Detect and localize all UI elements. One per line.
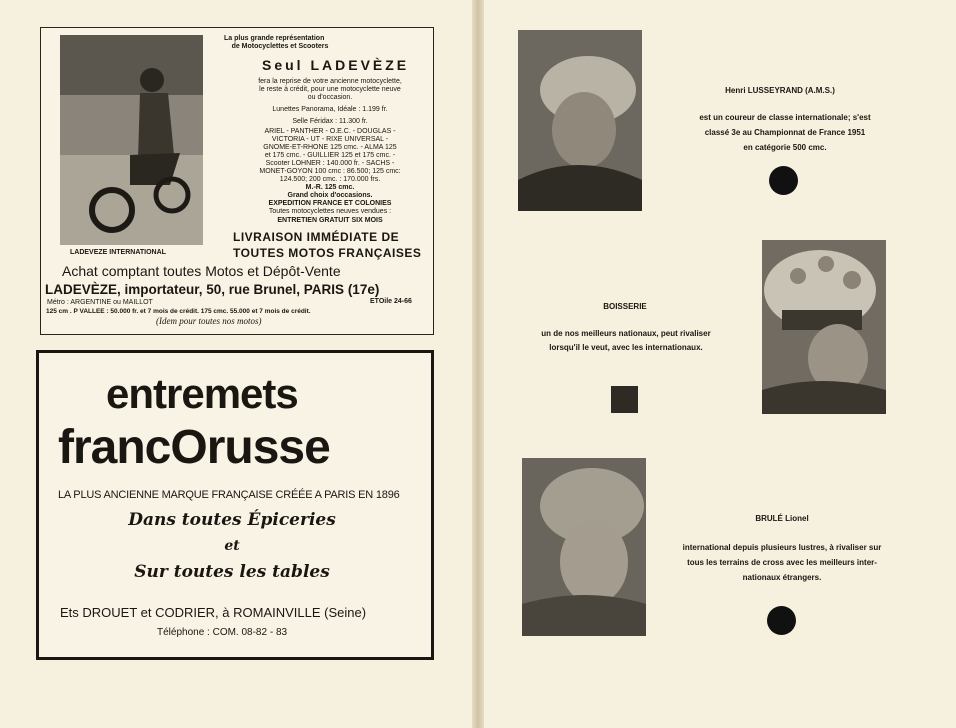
brands-line-7: 124.500; 200 cmc. : 170.000 frs. bbox=[279, 176, 381, 183]
brands-line-4: et 175 cmc. - GUILLIER 125 et 175 cmc. - bbox=[264, 152, 396, 159]
brands-line-6: MONET-GOYON 100 cmc : 86.500; 125 cmc: bbox=[259, 168, 401, 175]
idem-line: (Idem pour toutes nos motos) bbox=[156, 316, 262, 326]
expedition: EXPEDITION FRANCE ET COLONIES bbox=[268, 200, 392, 207]
entremets-tagline: LA PLUS ANCIENNE MARQUE FRANÇAISE CRÉÉE A PARIS EN 1896 bbox=[58, 489, 400, 501]
rider-desc-brule-2: tous les terrains de cross avec les meilleurs inter- bbox=[687, 558, 877, 567]
bullet-dot bbox=[769, 166, 798, 195]
grand-choix: Grand choix d'occasions. bbox=[287, 192, 373, 199]
reprise-line-3: ou d'occasion. bbox=[307, 94, 353, 101]
achat-line: Achat comptant toutes Motos et Dépôt-Vente bbox=[62, 263, 341, 279]
importateur-line: LADEVÈZE, importateur, 50, rue Brunel, PARIS (17e) bbox=[45, 282, 380, 297]
toutes-motos-line: TOUTES MOTOS FRANÇAISES bbox=[233, 246, 422, 260]
francorusse-title: francOrusse bbox=[58, 421, 330, 474]
page-gutter bbox=[472, 0, 484, 728]
rider-desc-brule-1: international depuis plusieurs lustres, à rivaliser sur bbox=[682, 543, 882, 552]
livraison-line: LIVRAISON IMMÉDIATE DE bbox=[233, 230, 400, 244]
brands-line-1: ARIEL - PANTHER - O.E.C. - DOUGLAS - bbox=[264, 128, 396, 135]
photo-caption: LADEVEZE INTERNATIONAL bbox=[70, 249, 166, 256]
entremets-script-2: et bbox=[224, 538, 240, 554]
bullet-square bbox=[611, 386, 638, 413]
brands-line-3: GNOME-ET-RHONE 125 cmc. - ALMA 125 bbox=[263, 144, 397, 151]
rider-desc-lusseyrand-3: en catégorie 500 cmc. bbox=[743, 143, 827, 152]
rider-name-brule: BRULÉ Lionel bbox=[755, 514, 809, 523]
motorcycle-rider-photo bbox=[60, 35, 203, 245]
rider-desc-lusseyrand-2: classé 3e au Championnat de France 1951 bbox=[704, 128, 866, 137]
rider-desc-lusseyrand-1: est un coureur de classe internationale; s'est bbox=[699, 113, 871, 122]
entremets-script-3: Sur toutes les tables bbox=[134, 562, 330, 582]
rider-name-lusseyrand: Henri LUSSEYRAND (A.M.S.) bbox=[725, 86, 835, 95]
metro-line: Métro : ARGENTINE ou MAILLOT bbox=[47, 299, 153, 306]
rider-desc-boisserie-2: lorsqu'il le veut, avec les internationaux. bbox=[549, 343, 703, 352]
entremets-script-1: Dans toutes Épiceries bbox=[128, 510, 336, 530]
seul-ladeveze: Seul LADEVÈZE bbox=[262, 57, 410, 73]
bullet-dot bbox=[767, 606, 796, 635]
brands-line-5: Scooter LOHNER : 140.000 fr. - SACHS - bbox=[265, 160, 395, 167]
reprise-line-1: fera la reprise de votre ancienne motocyclette, bbox=[258, 78, 402, 85]
brands-line-2: VICTORIA - UT - RIXE UNIVERSAL - bbox=[271, 136, 389, 143]
rider-desc-boisserie-1: un de nos meilleurs nationaux, peut rivaliser bbox=[541, 329, 711, 338]
ad-header-line-2: de Motocyclettes et Scooters bbox=[231, 43, 329, 50]
ad-header-line-1: La plus grande représentation bbox=[224, 35, 325, 42]
reprise-line-2: le reste à crédit, pour une motocyclette neuve bbox=[259, 86, 401, 93]
rider-photo-boisserie bbox=[762, 240, 886, 414]
entremets-phone: Téléphone : COM. 08-82 - 83 bbox=[157, 627, 288, 638]
selle-price: Selle Féridax : 11.300 fr. bbox=[292, 118, 368, 125]
entretien: ENTRETIEN GRATUIT SIX MOIS bbox=[277, 217, 383, 224]
rider-photo-brule bbox=[522, 458, 646, 636]
rider-desc-brule-3: nationaux étrangers. bbox=[742, 573, 822, 582]
toutes-neuves: Toutes motocyclettes neuves vendues : bbox=[268, 208, 392, 215]
lunettes-price: Lunettes Panorama, Idéale : 1.199 fr. bbox=[272, 106, 388, 113]
entremets-maker: Ets DROUET et CODRIER, à ROMAINVILLE (Seine) bbox=[60, 605, 367, 620]
etoile-phone: ETOile 24-66 bbox=[370, 298, 412, 305]
brands-line-8: M.-R. 125 cmc. bbox=[305, 184, 355, 191]
rider-name-boisserie: BOISSERIE bbox=[603, 302, 647, 311]
entremets-title: entremets bbox=[106, 370, 298, 417]
rider-photo-lusseyrand bbox=[518, 30, 642, 211]
credit-line: 125 cm . P VALLEE : 50.000 fr. et 7 mois de crédit. 175 cmc. 55.000 et 7 mois de crédit. bbox=[46, 308, 311, 315]
